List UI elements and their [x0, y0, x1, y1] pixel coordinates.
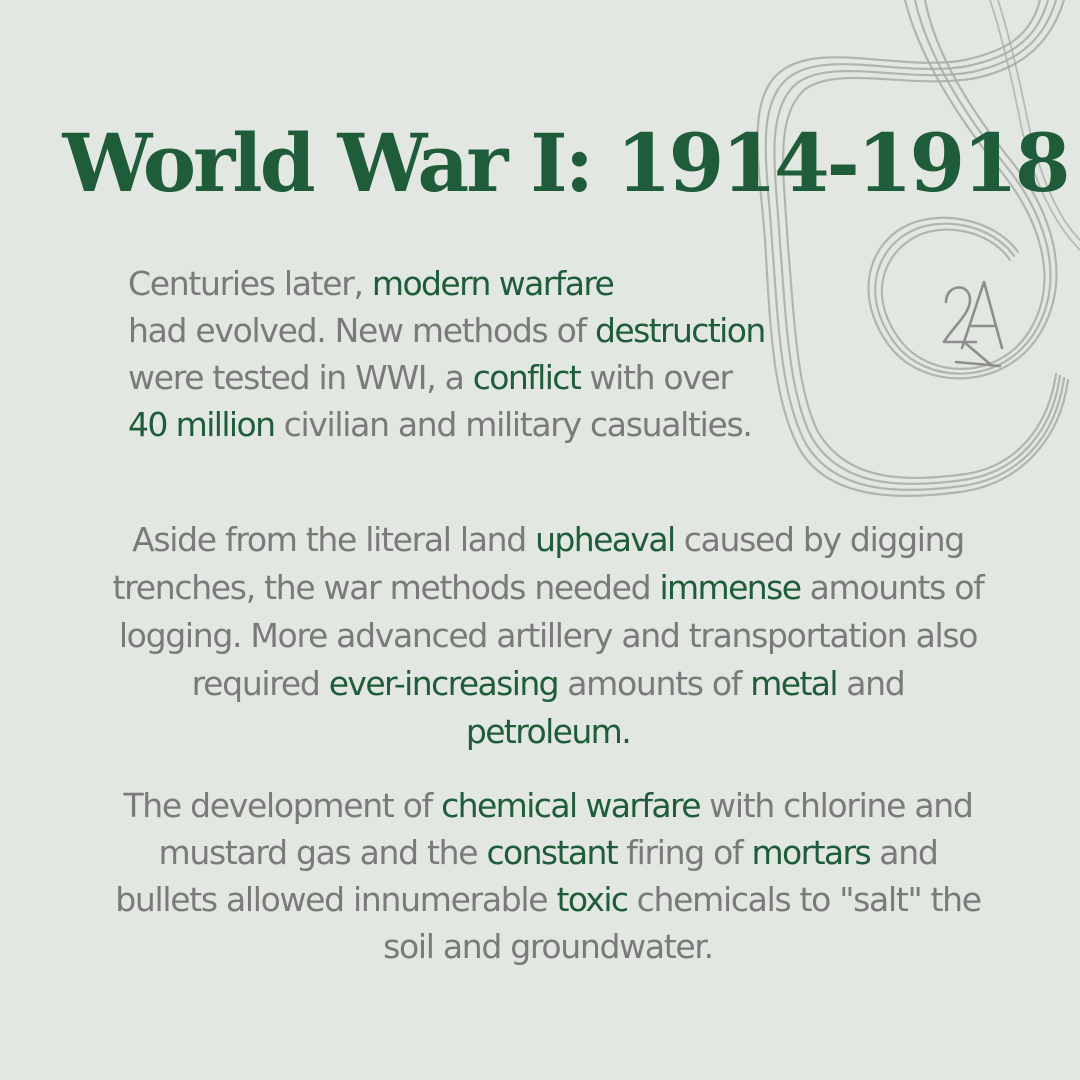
paragraph-chemical-warfare: [108, 782, 988, 970]
highlight-conflict: conflict: [472, 358, 581, 397]
paragraph-text: had evolved. New methods of: [128, 311, 596, 350]
paragraph-text: amounts of: [558, 664, 751, 703]
highlight-ever-increasing: ever-increasing: [328, 664, 559, 703]
paragraph-text: civilian and military casualties.: [274, 405, 752, 444]
paragraph-text: caused by digging trenches, the war methods needed: [112, 520, 964, 607]
paragraph-text: Centuries later,: [128, 264, 372, 303]
paragraph-text: and: [837, 664, 905, 703]
paragraph-modern-warfare: [128, 260, 768, 448]
paragraph-text: with over: [580, 358, 732, 397]
highlight-modern-warfare: modern warfare: [371, 264, 614, 303]
highlight-destruction: destruction: [595, 311, 765, 350]
highlight-metal: metal: [750, 664, 837, 703]
highlight-petroleum: petroleum.: [465, 712, 631, 751]
paragraph-text: chemicals to "salt" the soil and groundwater.: [383, 880, 981, 966]
paragraph-text: with chlorine and mustard gas and the: [158, 786, 973, 872]
highlight-chemical-warfare: chemical warfare: [441, 786, 700, 825]
page-title: World War I: 1914-1918: [62, 116, 1068, 210]
highlight-toxic: toxic: [556, 880, 628, 919]
paragraph-text: The development of: [123, 786, 442, 825]
paragraph-text: Aside from the literal land: [132, 520, 536, 559]
highlight-constant: constant: [486, 833, 618, 872]
paragraph-text: firing of: [617, 833, 752, 872]
highlight-immense: immense: [659, 568, 801, 607]
highlight-upheaval: upheaval: [535, 520, 675, 559]
highlight-40-million: 40 million: [128, 405, 275, 444]
paragraph-upheaval: [108, 516, 988, 756]
paragraph-text: amounts of logging. More advanced artillery and transportation also required: [118, 568, 984, 703]
2a-monogram-icon: [934, 276, 1006, 372]
paragraph-text: were tested in WWI, a: [128, 358, 473, 397]
paragraph-text: and bullets allowed innumerable: [115, 833, 938, 919]
highlight-mortars: mortars: [751, 833, 871, 872]
